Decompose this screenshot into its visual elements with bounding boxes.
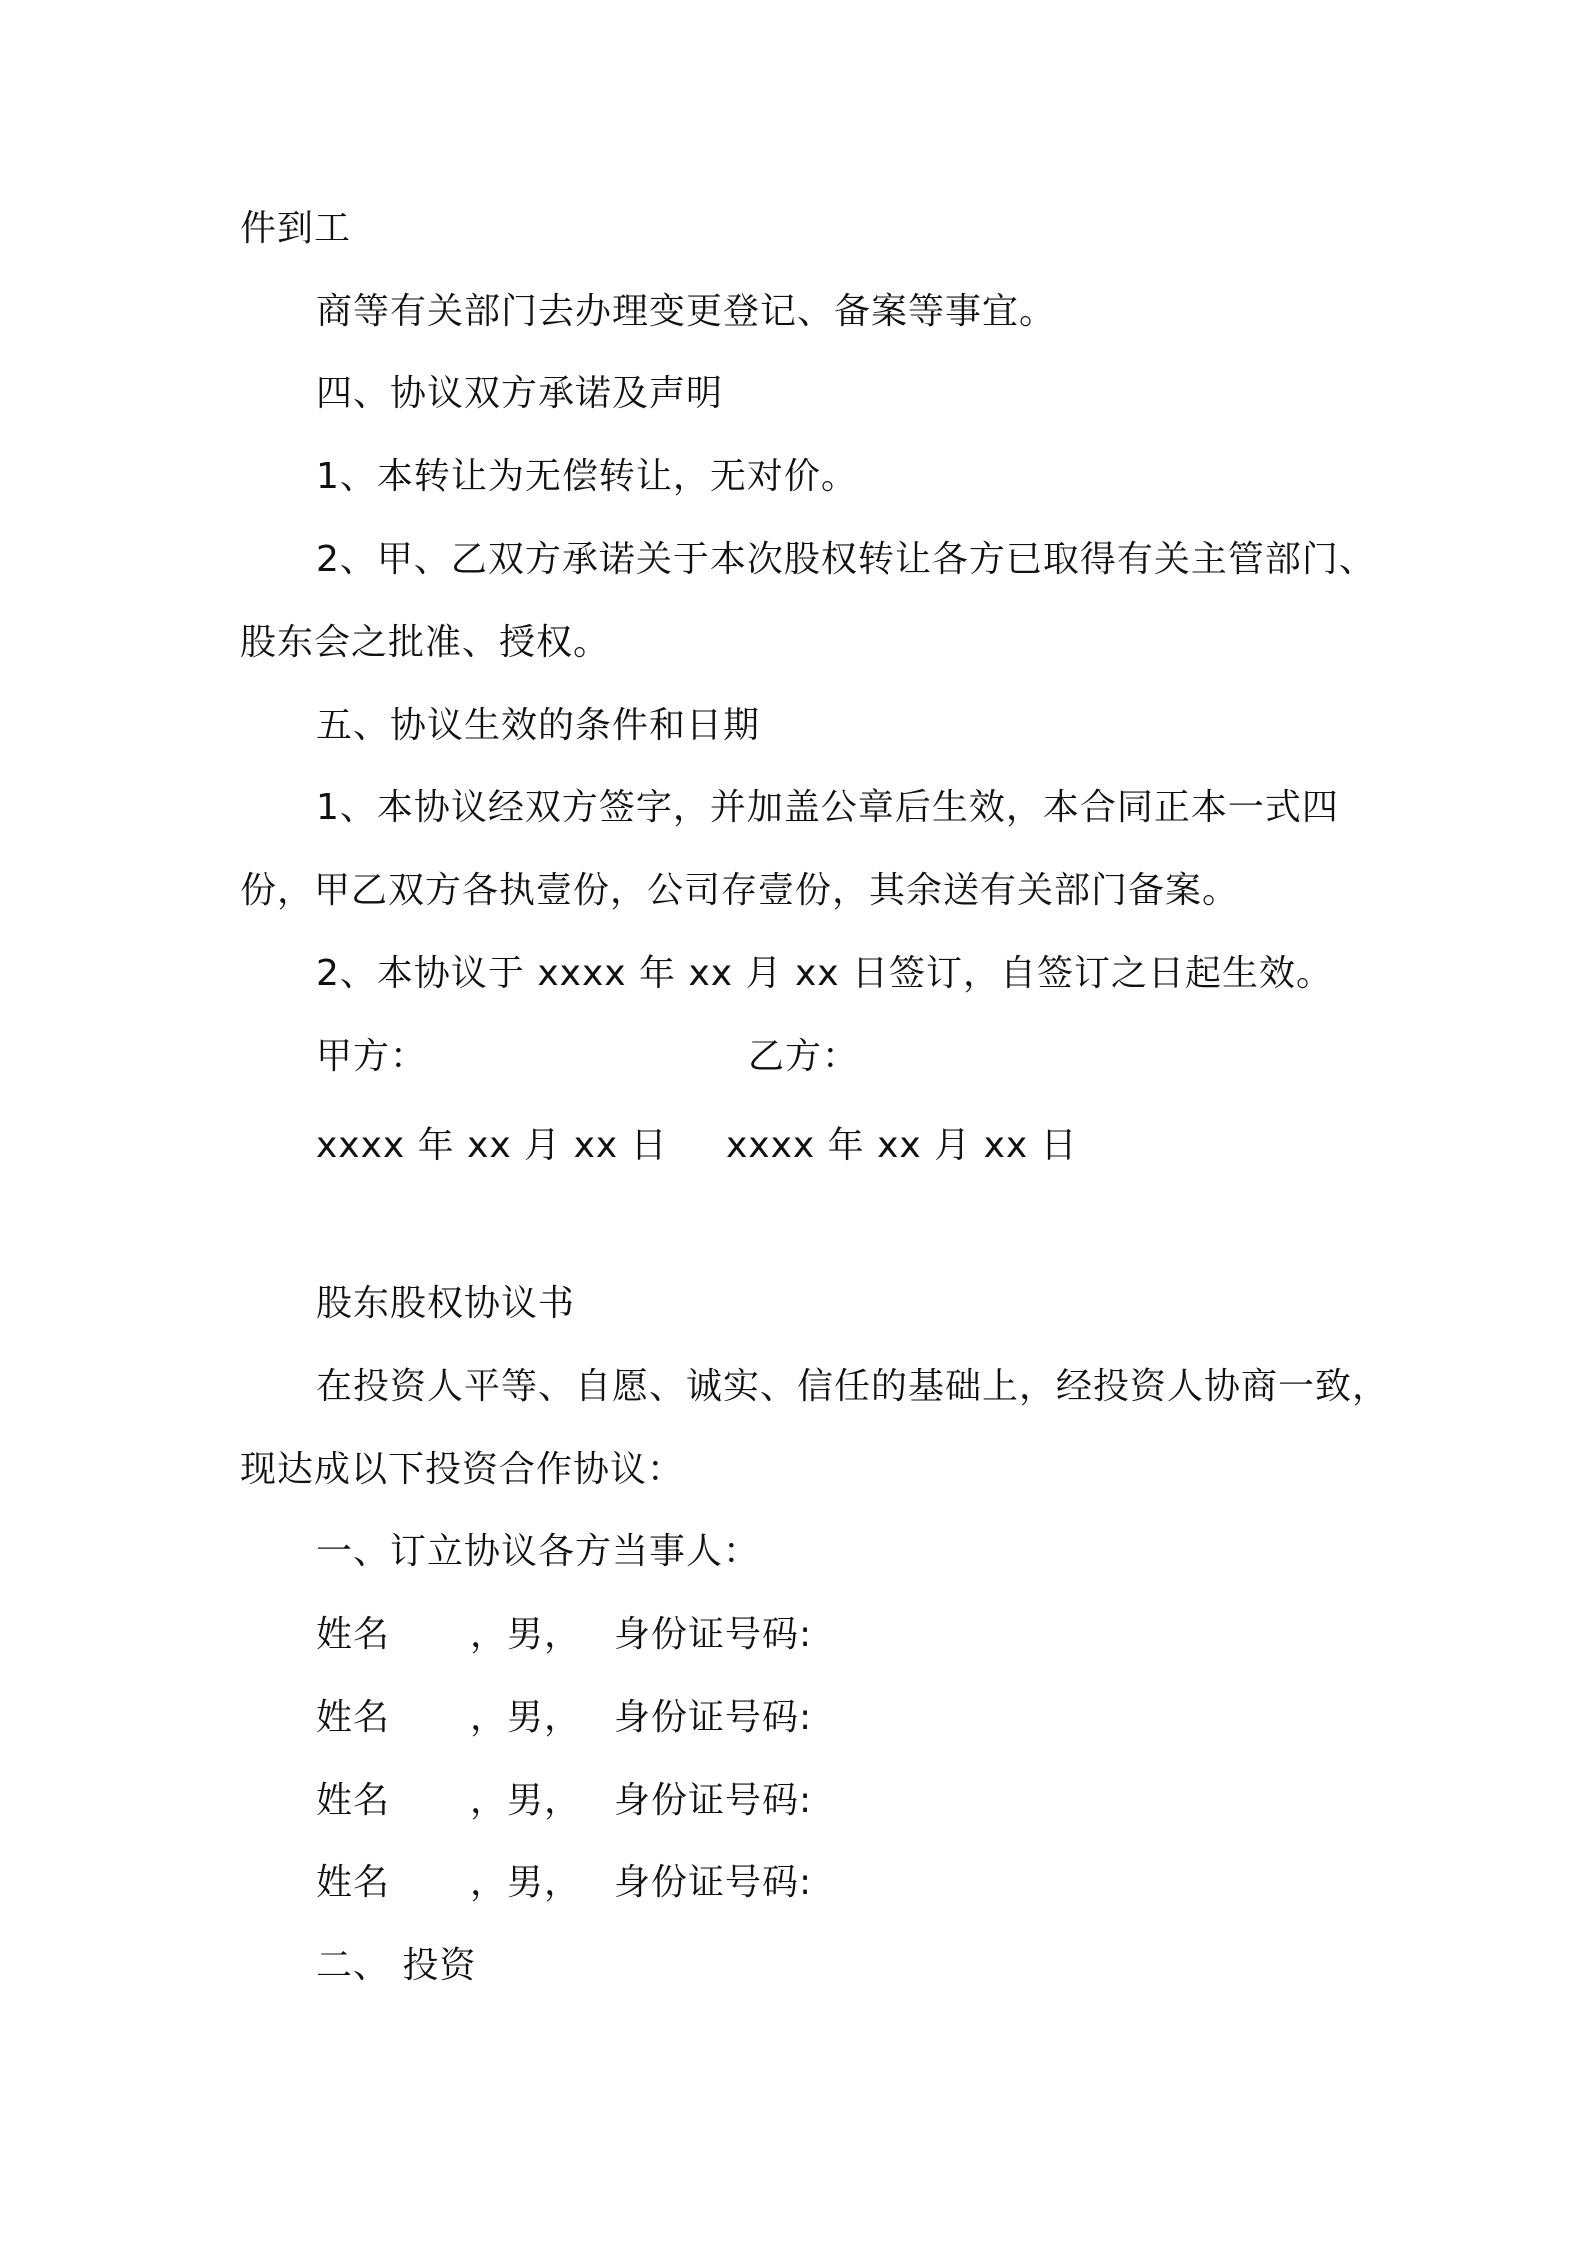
name-label: 姓名	[316, 1780, 391, 1821]
clause-line: 1、本转让为无偿转让，无对价。	[316, 456, 858, 497]
party-b-label: 乙方：	[748, 1036, 860, 1077]
name-label: 姓名	[316, 1614, 391, 1655]
id-number-label: 身份证号码:	[614, 1614, 813, 1655]
paragraph-line: 件到工	[240, 208, 352, 249]
id-number-label: 身份证号码:	[614, 1862, 813, 1903]
clause-line: 2、甲、乙双方承诺关于本次股权转让各方已取得有关主管部门、	[316, 539, 1376, 580]
id-number-label: 身份证号码:	[614, 1697, 813, 1738]
gender-label: ，男，	[470, 1697, 582, 1738]
clause-line: 份，甲乙双方各执壹份，公司存壹份，其余送有关部门备案。	[240, 870, 1240, 911]
gender-label: ，男，	[470, 1614, 582, 1655]
section-heading: 五、协议生效的条件和日期	[316, 705, 761, 746]
section-heading: 四、协议双方承诺及声明	[316, 373, 724, 414]
name-label: 姓名	[316, 1697, 391, 1738]
clause-line: 股东会之批准、授权。	[240, 622, 611, 663]
document-title: 股东股权协议书	[316, 1283, 576, 1324]
id-number-label: 身份证号码:	[614, 1780, 813, 1821]
paragraph-line: 商等有关部门去办理变更登记、备案等事宜。	[316, 291, 1057, 332]
party-a-label: 甲方：	[316, 1036, 428, 1077]
clause-line: 1、本协议经双方签字，并加盖公章后生效，本合同正本一式四	[316, 787, 1339, 828]
clause-line: 2、本协议于 xxxx 年 xx 月 xx 日签订，自签订之日起生效。	[316, 953, 1334, 994]
intro-line: 现达成以下投资合作协议：	[240, 1449, 685, 1490]
section-heading: 二、 投资	[316, 1945, 477, 1986]
party-a-date: xxxx 年 xx 月 xx 日	[316, 1125, 668, 1166]
intro-line: 在投资人平等、自愿、诚实、信任的基础上，经投资人协商一致，	[316, 1366, 1390, 1407]
gender-label: ，男，	[470, 1780, 582, 1821]
name-label: 姓名	[316, 1862, 391, 1903]
section-heading: 一、订立协议各方当事人：	[316, 1531, 761, 1572]
gender-label: ，男，	[470, 1862, 582, 1903]
party-b-date: xxxx 年 xx 月 xx 日	[726, 1125, 1078, 1166]
